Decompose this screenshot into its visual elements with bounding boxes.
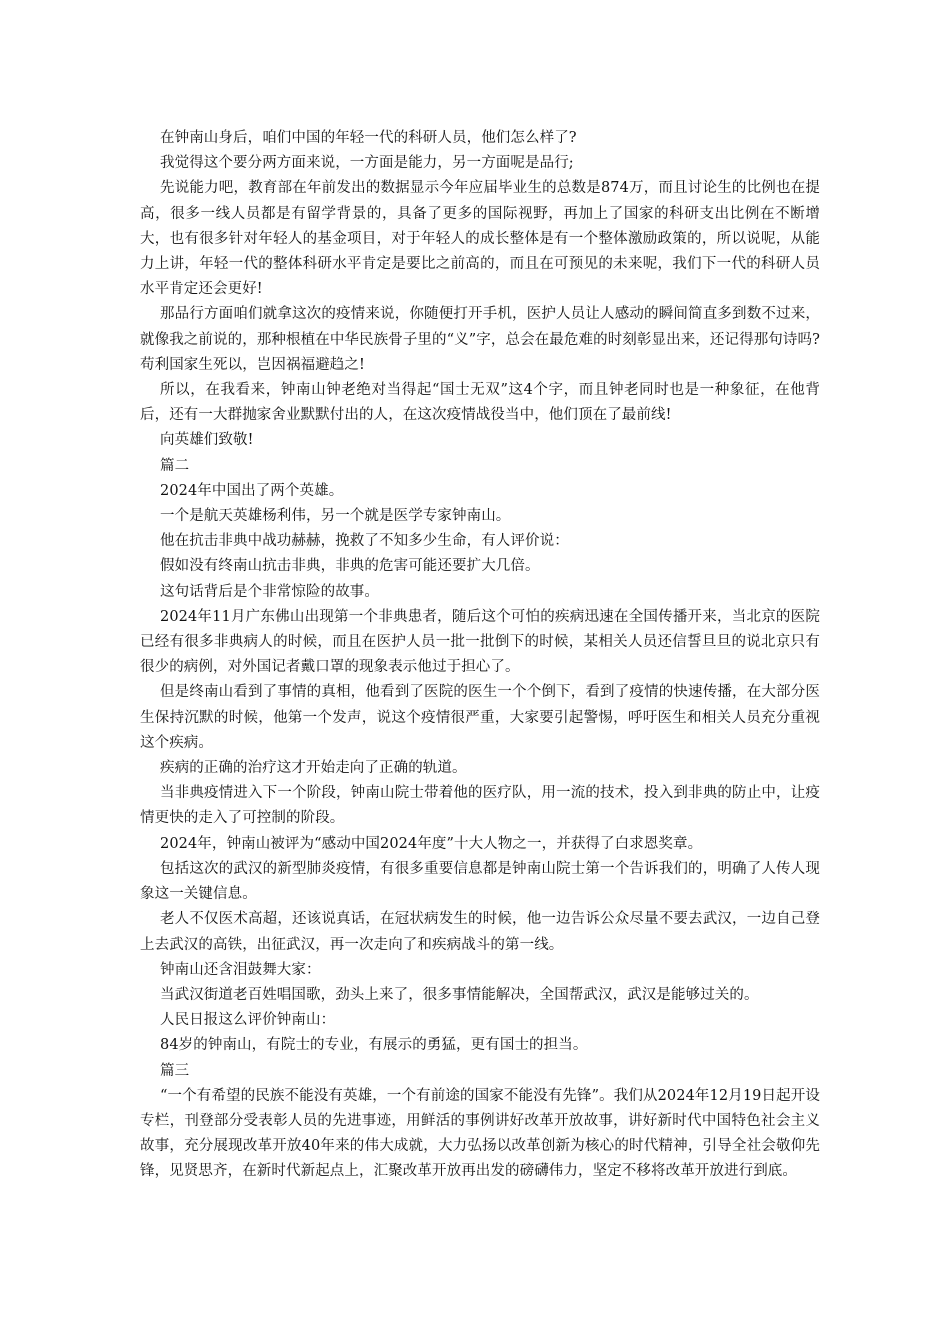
- section-heading: 篇三: [160, 1062, 190, 1079]
- paragraph: 包括这次的武汉的新型肺炎疫情，有很多重要信息都是钟南山院士第一个告诉我们的，明确了人传人现象这一关键信息。: [140, 860, 820, 903]
- paragraph: 我觉得这个要分两方面来说，一方面是能力，另一方面呢是品行;: [160, 155, 574, 172]
- paragraph: 向英雄们致敬!: [160, 432, 254, 449]
- paragraph: 但是终南山看到了事情的真相，他看到了医院的医生一个个倒下，看到了疫情的快速传播，在大部分医生保持沉默的时候，他第一个发声，说这个疫情很严重，大家要引起警惕，呼吁医生和相关人员充分重视这个疾病。: [140, 684, 820, 751]
- paragraph: “一个有希望的民族不能没有英雄，一个有前途的国家不能没有先锋”。我们从2024年12月19日起开设专栏，刊登部分受表彰人员的先进事迹，用鲜活的事例讲好改革开放故事，讲好新时代中国特色社会主义故事，充分展现改革开放40年来的伟大成就，大力弘扬以改革创新为核心的时代精神，引导全社会敬仰先锋，见贤思齐，在新时代新起点上，汇聚改革开放再出发的磅礴伟力，坚定不移将改革开放进行到底。: [140, 1087, 820, 1180]
- paragraph: 先说能力吧，教育部在年前发出的数据显示今年应届毕业生的总数是874万，而且讨论生的比例也在提高，很多一线人员都是有留学背景的，具备了更多的国际视野，再加上了国家的科研支出比例在不断增大，也有很多针对年轻人的基金项目，对于年轻人的成长整体是有一个整体激励政策的，所以说呢，从能力上讲，年轻一代的整体科研水平肯定是要比之前高的，而且在可预见的未来呢，我们下一代的科研人员水平肯定还会更好!: [140, 180, 820, 298]
- paragraph: 2024年11月广东佛山出现第一个非典患者，随后这个可怕的疾病迅速在全国传播开来，当北京的医院已经有很多非典病人的时候，而且在医护人员一批一批倒下的时候，某相关人员还信誓旦旦的说北京只有很少的病例，对外国记者戴口罩的现象表示他过于担心了。: [140, 608, 820, 676]
- paragraph: 84岁的钟南山，有院士的专业，有展示的勇猛，更有国士的担当。: [160, 1037, 588, 1054]
- paragraph: 当武汉街道老百姓唱国歌，劲头上来了，很多事情能解决，全国帮武汉，武汉是能够过关的。: [160, 986, 759, 1003]
- paragraph: 人民日报这么评价钟南山：: [160, 1012, 336, 1029]
- document-body: [140, 126, 820, 1185]
- paragraph: 2024年，钟南山被评为“感动中国2024年度”十大人物之一，并获得了白求恩奖章。: [160, 835, 703, 852]
- paragraph: 那品行方面咱们就拿这次的疫情来说，你随便打开手机，医护人员让人感动的瞬间简直多到数不过来，就像我之前说的，那种根植在中华民族骨子里的“义”字，总会在最危难的时刻彰显出来，还记得那句诗吗?苟利国家生死以，岂因祸福避趋之!: [140, 306, 820, 373]
- paragraph: 2024年中国出了两个英雄。: [160, 482, 344, 499]
- paragraph: 钟南山还含泪鼓舞大家：: [160, 961, 321, 978]
- paragraph: 他在抗击非典中战功赫赫，挽救了不知多少生命，有人评价说：: [160, 533, 569, 550]
- paragraph: 在钟南山身后，咱们中国的年轻一代的科研人员，他们怎么样了?: [160, 130, 577, 146]
- paragraph: 老人不仅医术高超，还该说真话，在冠状病发生的时候，他一边告诉公众尽量不要去武汉，一边自己登上去武汉的高铁，出征武汉，再一次走向了和疾病战斗的第一线。: [140, 911, 820, 953]
- paragraph: 这句话背后是个非常惊险的故事。: [160, 583, 379, 600]
- paragraph: 假如没有终南山抗击非典，非典的危害可能还要扩大几倍。: [160, 558, 540, 575]
- paragraph: 一个是航天英雄杨利伟，另一个就是医学专家钟南山。: [160, 508, 511, 525]
- section-heading: 篇二: [160, 457, 190, 474]
- paragraph: 所以，在我看来，钟南山钟老绝对当得起“国士无双”这4个字，而且钟老同时也是一种象征，在他背后，还有一大群抛家舍业默默付出的人，在这次疫情战役当中，他们顶在了最前线!: [140, 382, 820, 424]
- paragraph: 疾病的正确的治疗这才开始走向了正确的轨道。: [160, 760, 467, 777]
- paragraph: 当非典疫情进入下一个阶段，钟南山院士带着他的医疗队，用一流的技术，投入到非典的防止中，让疫情更快的走入了可控制的阶段。: [140, 785, 820, 827]
